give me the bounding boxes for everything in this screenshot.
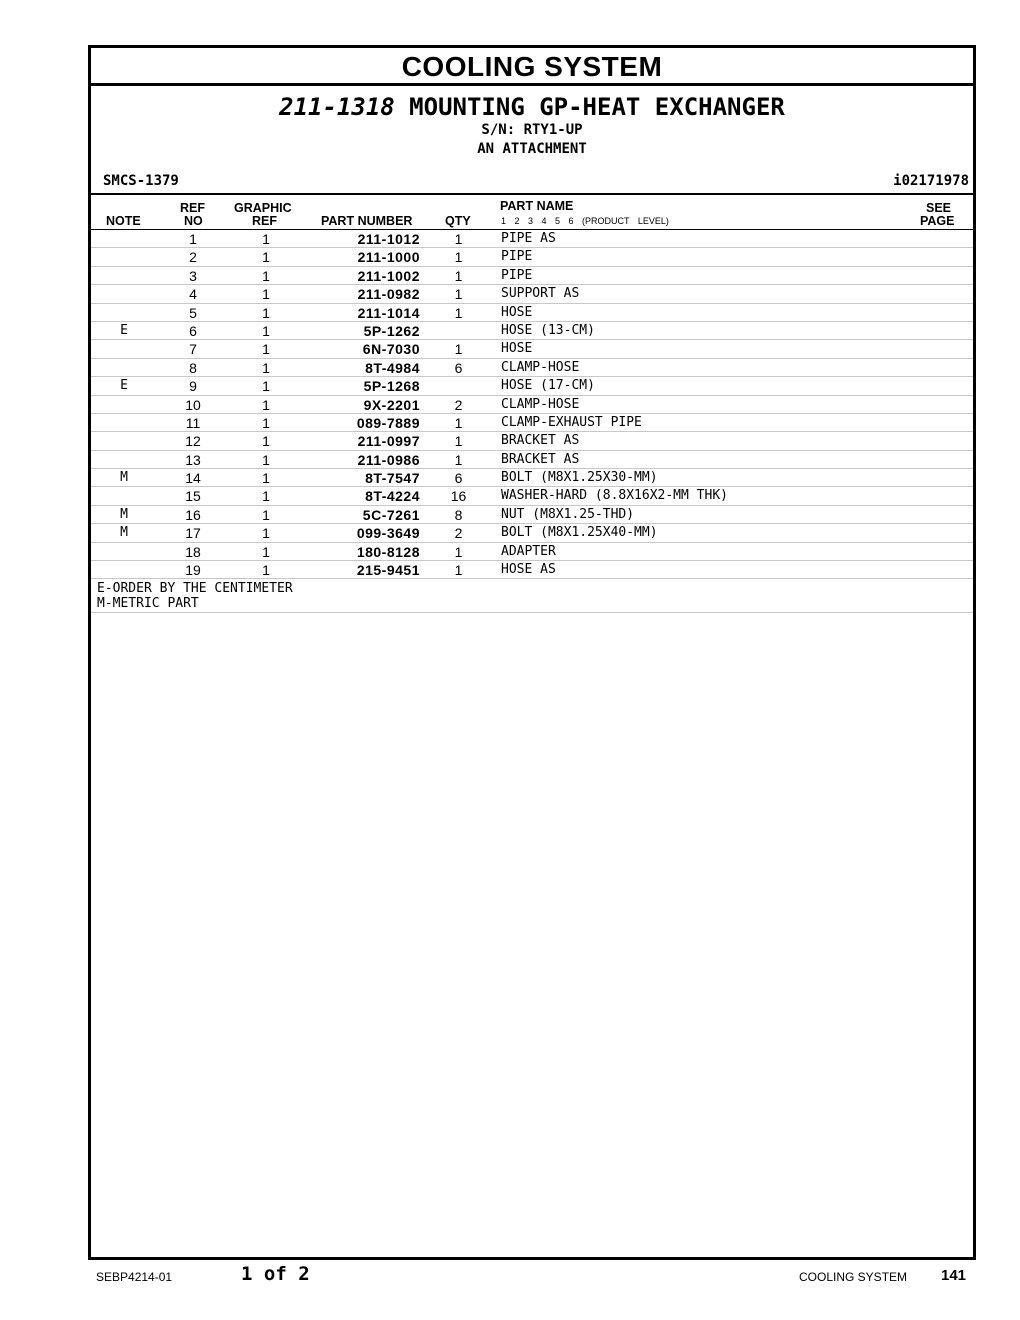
part-name-cell: PIPE AS [501,231,556,246]
table-row [91,248,973,266]
col-note: NOTE [106,214,141,228]
table-row [91,230,973,248]
qty-cell: 2 [454,396,463,413]
part-name-cell: BOLT (M8X1.25X30-MM) [501,470,658,486]
attachment-label: AN ATTACHMENT [477,141,587,157]
ref-no-cell: 17 [185,525,201,542]
note-m: M-METRIC PART [97,596,199,612]
part-number-cell: 211-1000 [357,249,420,266]
notes-legend [91,579,973,613]
parts-list [91,230,973,579]
table-row [91,340,973,358]
table-row [91,524,973,542]
group-title [91,93,973,121]
graphic-ref-cell: 1 [262,543,270,560]
part-number-cell: 211-0982 [357,286,420,303]
graphic-ref-cell: 1 [262,286,270,303]
ref-no-cell: 14 [185,470,201,487]
qty-cell: 1 [454,286,463,303]
graphic-ref-cell: 1 [262,396,270,413]
qty-cell: 1 [454,543,463,560]
graphic-ref-cell: 1 [262,341,270,358]
table-row [91,451,973,469]
table-row [91,543,973,561]
footer-section: COOLING SYSTEM [799,1270,908,1284]
table-row [91,396,973,414]
part-number-cell: 8T-4224 [365,488,420,505]
table-row [91,359,973,377]
qty-cell: 1 [454,451,463,468]
part-number-cell: 211-0997 [357,433,420,450]
table-row [91,414,973,432]
table-row [91,377,973,395]
ref-no-cell: 16 [185,506,201,523]
part-name-cell: CLAMP-HOSE [501,396,580,412]
qty-cell: 1 [454,231,463,247]
illustration-id: i02171978 [893,173,969,189]
graphic-ref-cell: 1 [262,562,270,579]
qty-cell: 1 [454,414,463,431]
graphic-ref-cell: 1 [262,267,270,284]
table-row [91,561,973,579]
page-count: 1 of 2 [241,1263,310,1285]
section-title: COOLING SYSTEM [91,48,973,86]
note-cell: M [120,506,128,522]
graphic-ref-cell: 1 [262,506,270,523]
ref-no-cell: 9 [189,378,197,395]
smcs-code: SMCS-1379 [103,173,179,189]
ref-no-cell: 3 [189,267,197,284]
qty-cell: 1 [454,562,463,579]
ref-no-cell: 13 [185,451,201,468]
col-graphic-top: GRAPHIC [234,201,292,215]
table-row [91,506,973,524]
qty-cell: 1 [454,304,463,321]
table-row [91,267,973,285]
graphic-ref-cell: 1 [262,378,270,395]
ref-no-cell: 1 [189,231,197,247]
graphic-ref-cell: 1 [262,359,270,376]
col-part-number: PART NUMBER [321,214,413,228]
part-number-cell: 9X-2201 [363,396,420,413]
part-number-cell: 211-0986 [357,451,420,468]
part-number-cell: 089-7889 [356,414,420,431]
part-name-cell: BRACKET AS [501,451,580,467]
graphic-ref-cell: 1 [262,322,270,339]
part-name-cell: HOSE [501,304,533,320]
part-number-cell: 5P-1262 [363,322,420,339]
table-row [91,469,973,487]
part-name-cell: HOSE [501,341,533,357]
qty-cell: 8 [454,506,463,523]
part-number-cell: 211-1012 [357,231,420,247]
graphic-ref-cell: 1 [262,451,270,468]
part-number-cell: 8T-4984 [365,359,420,376]
graphic-ref-cell: 1 [262,525,270,542]
part-number-cell: 215-9451 [356,562,420,579]
part-name-cell: PIPE [501,249,533,265]
graphic-ref-cell: 1 [262,304,270,321]
part-name-cell: WASHER-HARD (8.8X16X2-MM THK) [501,488,728,504]
col-graphic-bottom: REF [252,214,277,228]
group-number: 211-1318 [279,93,395,121]
part-name-cell: BOLT (M8X1.25X40-MM) [501,525,658,541]
graphic-ref-cell: 1 [262,414,270,431]
part-name-cell: CLAMP-HOSE [501,359,580,375]
table-row [91,487,973,505]
note-cell: M [120,525,128,541]
part-number-cell: 5P-1268 [363,378,420,395]
col-ref-bottom: NO [184,214,203,228]
part-number-cell: 5C-7261 [362,506,420,523]
qty-cell: 1 [454,249,463,266]
part-number-cell: 6N-7030 [362,341,420,358]
graphic-ref-cell: 1 [262,488,270,505]
ref-no-cell: 15 [185,488,201,505]
part-name-cell: BRACKET AS [501,433,580,449]
column-headers [91,193,973,230]
part-name-cell: HOSE (13-CM) [501,322,595,338]
ref-no-cell: 11 [185,414,201,431]
graphic-ref-cell: 1 [262,433,270,450]
part-number-cell: 099-3649 [356,525,420,542]
ref-no-cell: 8 [189,359,197,376]
col-see-bottom: PAGE [920,214,955,228]
col-qty: QTY [445,214,471,228]
qty-cell: 6 [454,470,463,487]
note-cell: E [120,378,128,394]
part-number-cell: 180-8128 [356,543,420,560]
part-name-cell: SUPPORT AS [501,286,580,302]
qty-cell: 2 [454,525,463,542]
part-name-cell: ADAPTER [501,543,556,559]
group-name: MOUNTING GP-HEAT EXCHANGER [394,93,785,121]
note-cell: E [120,322,128,338]
page-number: 141 [941,1267,967,1284]
ref-no-cell: 5 [189,304,197,321]
ref-no-cell: 12 [185,433,201,450]
table-row [91,432,973,450]
ref-no-cell: 4 [189,286,197,303]
part-number-cell: 8T-7547 [365,470,420,487]
graphic-ref-cell: 1 [262,249,270,266]
part-name-cell: HOSE AS [501,562,556,578]
product-levels: 1 2 3 4 5 6 (PRODUCT LEVEL) [501,216,669,226]
ref-no-cell: 18 [185,543,201,560]
table-row [91,322,973,340]
table-row [91,285,973,303]
qty-cell: 1 [454,341,463,358]
note-e: E-ORDER BY THE CENTIMETER [97,581,293,597]
qty-cell: 1 [454,267,463,284]
serial-number-range: S/N: RTY1-UP [481,122,583,138]
graphic-ref-cell: 1 [262,470,270,487]
part-number-cell: 211-1014 [357,304,420,321]
col-ref-top: REF [180,201,205,215]
qty-cell: 16 [450,488,467,505]
ref-no-cell: 6 [189,322,197,339]
graphic-ref-cell: 1 [262,231,270,247]
ref-no-cell: 10 [185,396,201,413]
col-part-name: PART NAME [500,199,574,213]
reference-row [91,169,973,193]
part-name-cell: HOSE (17-CM) [501,378,595,394]
parts-page-frame [88,45,976,1260]
col-see-top: SEE [926,201,952,215]
part-number-cell: 211-1002 [357,267,420,284]
ref-no-cell: 19 [185,562,201,579]
note-cell: M [120,470,128,486]
ref-no-cell: 2 [189,249,197,266]
ref-no-cell: 7 [189,341,197,358]
part-name-cell: CLAMP-EXHAUST PIPE [501,414,642,430]
qty-cell: 1 [454,433,463,450]
table-row [91,304,973,322]
page-footer [0,1263,1020,1293]
part-name-cell: PIPE [501,267,533,283]
part-name-cell: NUT (M8X1.25-THD) [501,506,635,522]
qty-cell: 6 [454,359,463,376]
publication-number: SEBP4214-01 [96,1270,173,1284]
